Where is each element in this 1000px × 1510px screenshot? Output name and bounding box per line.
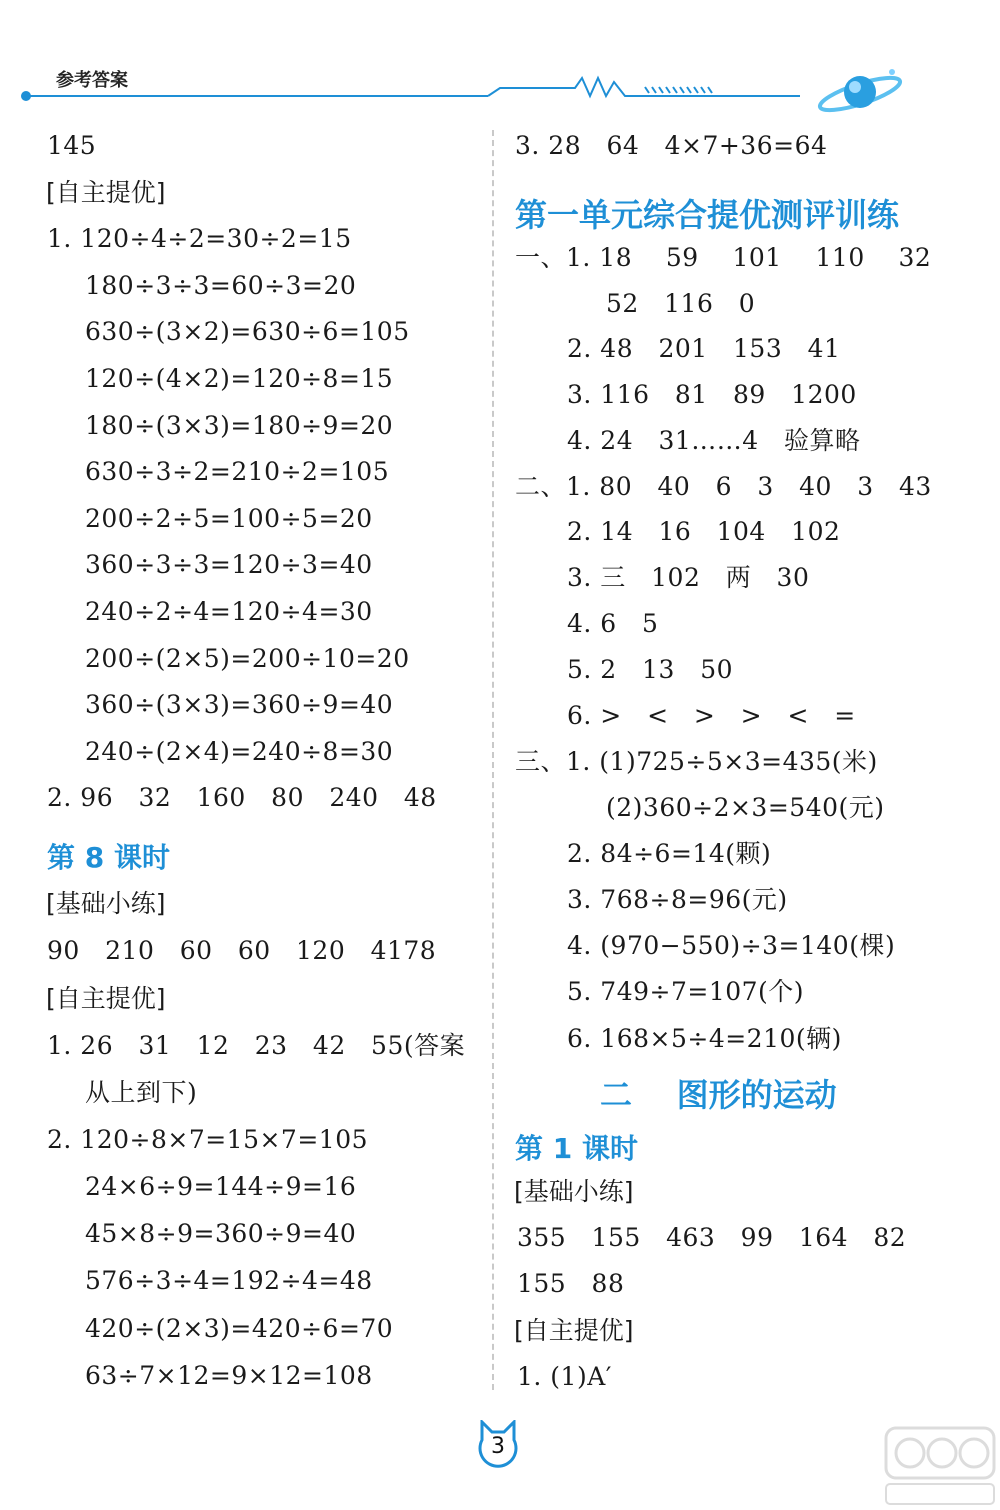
answer-line: 从上到下) (85, 1078, 198, 1107)
header-title: 参考答案 (56, 70, 128, 91)
answer-line: 3. 三 102 两 30 (567, 563, 810, 592)
answer-line: 2. 84÷6=14(颗) (567, 839, 772, 868)
answer-line: (2)360÷2×3=540(元) (606, 793, 885, 822)
answer-line: 6. 168×5÷4=210(辆) (567, 1024, 842, 1053)
answer-line: 2. 120÷8×7=15×7=105 (47, 1125, 368, 1154)
answer-line: 4. 24 31……4 验算略 (567, 426, 861, 455)
answer-line: 240÷2÷4=120÷4=30 (85, 597, 373, 626)
lesson-heading: 第 1 课时 (515, 1132, 638, 1165)
section-bracket-label: [基础小练] (514, 1177, 634, 1206)
page-number: 3 (491, 1434, 505, 1459)
page-number-badge (476, 1420, 520, 1470)
column-divider (492, 130, 494, 1390)
answer-line: 180÷3÷3=60÷3=20 (85, 271, 357, 300)
answer-line: 5. 749÷7=107(个) (567, 977, 805, 1006)
answer-line: 145 (47, 131, 97, 160)
answer-line: 576÷3÷4=192÷4=48 (85, 1266, 373, 1295)
answer-line: 2. 48 201 153 41 (567, 334, 841, 363)
answer-line: 3. 28 64 4×7+36=64 (515, 131, 828, 160)
answer-line: 一、1. 18 59 101 110 32 (515, 243, 932, 272)
answer-line: 3. 768÷8=96(元) (567, 885, 788, 914)
answer-line: 355 155 463 99 164 82 (517, 1223, 907, 1252)
answer-line: 63÷7×12=9×12=108 (85, 1361, 373, 1390)
answer-line: 240÷(2×4)=240÷8=30 (85, 737, 394, 766)
unit-review-title: 第一单元综合提优测评训练 (515, 196, 900, 234)
answer-line: 52 116 0 (606, 289, 756, 318)
header-decoration (0, 60, 1000, 120)
answer-line: 630÷(3×2)=630÷6=105 (85, 317, 410, 346)
answer-line: 2. 96 32 160 80 240 48 (47, 783, 437, 812)
answer-line: 45×8÷9=360÷9=40 (85, 1219, 357, 1248)
answer-line: 1. 26 31 12 23 42 55(答案 (47, 1031, 466, 1060)
answer-line: 180÷(3×3)=180÷9=20 (85, 411, 394, 440)
answer-line: 360÷(3×3)=360÷9=40 (85, 690, 394, 719)
answer-line: 1. (1)A′ (517, 1362, 612, 1391)
answer-line: 630÷3÷2=210÷2=105 (85, 457, 390, 486)
planet-icon (817, 69, 903, 116)
answer-line: 420÷(2×3)=420÷6=70 (85, 1314, 394, 1343)
chapter-title: 二 图形的运动 (600, 1076, 837, 1114)
answer-line: 1. 120÷4÷2=30÷2=15 (47, 224, 352, 253)
answer-line: 155 88 (517, 1269, 625, 1298)
answer-line: 6. > < > > < = (567, 701, 856, 730)
answer-line: 4. (970−550)÷3=140(棵) (567, 931, 896, 960)
section-bracket-label: [自主提优] (514, 1316, 634, 1345)
answer-line: 120÷(4×2)=120÷8=15 (85, 364, 394, 393)
answer-line: 200÷(2×5)=200÷10=20 (85, 644, 410, 673)
answer-line: 90 210 60 60 120 4178 (47, 936, 437, 965)
answer-line: 4. 6 5 (567, 609, 659, 638)
answer-line: 2. 14 16 104 102 (567, 517, 841, 546)
section-bracket-label: [基础小练] (46, 889, 166, 918)
section-bracket-label: [自主提优] (46, 984, 166, 1013)
answer-line: 5. 2 13 50 (567, 655, 734, 684)
answer-line: 24×6÷9=144÷9=16 (85, 1172, 357, 1201)
answer-line: 二、1. 80 40 6 3 40 3 43 (515, 472, 932, 501)
answer-line: 200÷2÷5=100÷5=20 (85, 504, 373, 533)
answer-line: 三、1. (1)725÷5×3=435(米) (515, 747, 878, 776)
answer-line: 360÷3÷3=120÷3=40 (85, 550, 373, 579)
lesson-heading: 第 8 课时 (47, 841, 170, 874)
section-bracket-label: [自主提优] (46, 178, 166, 207)
answer-line: 3. 116 81 89 1200 (567, 380, 857, 409)
watermark-logo (880, 1420, 1000, 1510)
